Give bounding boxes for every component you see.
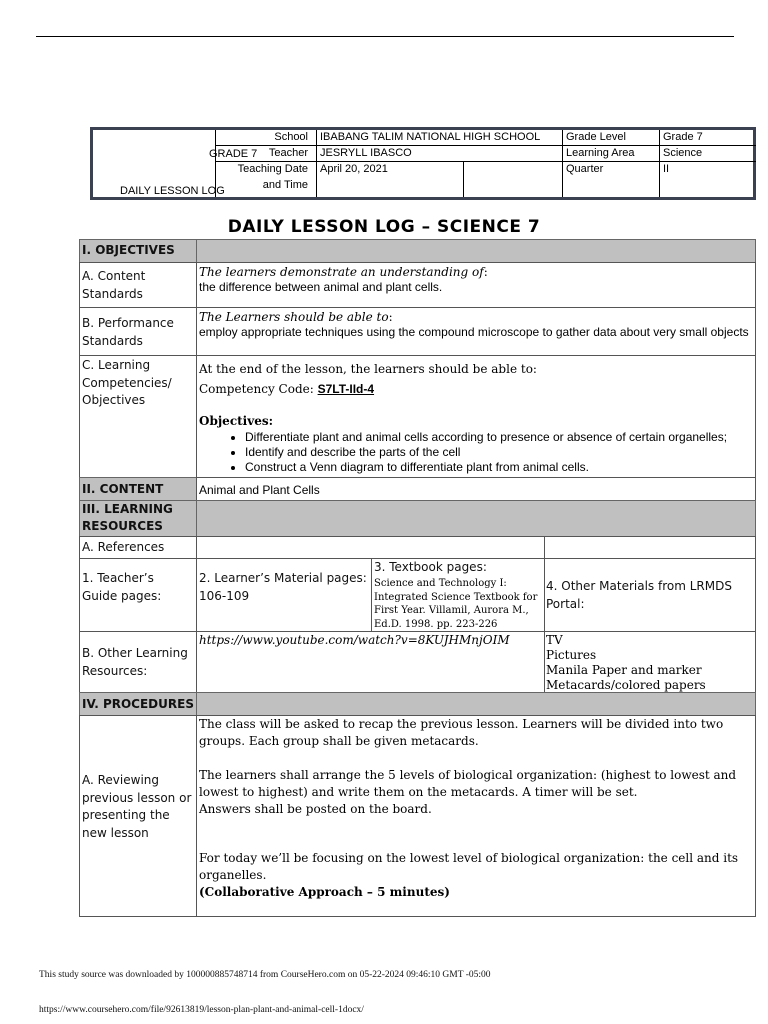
content-heading: II. CONTENT bbox=[82, 482, 164, 496]
materials-list bbox=[546, 633, 706, 693]
paragraph: The learners shall arrange the 5 levels of biological organization: (highest to lowest and lowest to highest) and write them on the metacards. A timer will be set. bbox=[199, 768, 737, 799]
competency-code: S7LT-IId-4 bbox=[317, 382, 375, 396]
quarter-label: Quarter bbox=[566, 163, 604, 175]
reviewing-content bbox=[199, 716, 754, 901]
performance-standards-label: B. Performance Standards bbox=[82, 316, 174, 348]
textbook-label: 3. Textbook pages: bbox=[374, 560, 487, 574]
lesson-table bbox=[79, 239, 756, 917]
header-grid bbox=[215, 130, 753, 197]
teaching-date-value: April 20, 2021 bbox=[320, 163, 388, 175]
list-item: • Identify and describe the parts of the cell bbox=[245, 445, 754, 460]
grade-level-label: Grade Level bbox=[566, 131, 626, 143]
other-materials-label: 4. Other Materials from LRMDS Portal: bbox=[546, 579, 732, 611]
grade-label: GRADE 7 bbox=[209, 148, 258, 160]
list-item: TV bbox=[546, 633, 563, 647]
resources-heading-2: RESOURCES bbox=[82, 519, 163, 533]
list-item: • Differentiate plant and animal cells according to presence or absence of certain organelles; bbox=[245, 430, 754, 445]
youtube-link[interactable]: https://www.youtube.com/watch?v=8KUJHMnjOIM bbox=[199, 633, 510, 647]
content-value: Animal and Plant Cells bbox=[199, 483, 320, 497]
teaching-date-label-2: and Time bbox=[262, 179, 308, 191]
page-title: DAILY LESSON LOG – SCIENCE 7 bbox=[227, 217, 541, 237]
teaching-date-label-1: Teaching Date bbox=[237, 163, 308, 175]
paragraph: The class will be asked to recap the previous lesson. Learners will be divided into two groups. Each group shall be given metacards. bbox=[199, 717, 724, 748]
paragraph: Answers shall be posted on the board. bbox=[199, 802, 432, 816]
reviewing-label: A. Reviewing previous lesson or presenting the new lesson bbox=[82, 773, 192, 840]
learning-area-label: Learning Area bbox=[566, 147, 635, 159]
content-standards-label: A. Content Standards bbox=[82, 269, 146, 301]
competencies-intro: At the end of the lesson, the learners should be able to: bbox=[199, 362, 537, 376]
procedures-heading: IV. PROCEDURES bbox=[82, 697, 194, 711]
teacher-value: JESRYLL IBASCO bbox=[320, 147, 412, 159]
list-item: Pictures bbox=[546, 648, 597, 662]
list-item: Metacards/colored papers bbox=[546, 678, 706, 692]
source-notice: This study source was downloaded by 100000885748714 from CourseHero.com on 05-22-2024 09:46:10 GMT -05:00 bbox=[39, 970, 491, 980]
teacher-label: Teacher bbox=[268, 147, 308, 159]
resources-heading-1: III. LEARNING bbox=[82, 502, 173, 516]
learner-material-value: 106-109 bbox=[199, 588, 250, 603]
top-rule bbox=[36, 36, 734, 37]
list-item: Manila Paper and marker bbox=[546, 663, 702, 677]
daily-lesson-log-label: DAILY LESSON LOG bbox=[120, 185, 225, 197]
lesson-header-box bbox=[90, 127, 756, 200]
objectives-subheading: Objectives: bbox=[199, 414, 274, 428]
other-resources-label: B. Other Learning Resources: bbox=[82, 646, 188, 678]
references-label: A. References bbox=[82, 540, 165, 554]
textbook-value: Science and Technology I: Integrated Science Textbook for First Year. Villamil, Aurora M., Ed.D. 1998. pp. 223-226 bbox=[374, 578, 538, 630]
source-url[interactable]: https://www.coursehero.com/file/92613819/lesson-plan-plant-and-animal-cell-1docx/ bbox=[39, 1005, 364, 1015]
content-standards-text: The learners demonstrate an understanding of: the difference between animal and plant cells. bbox=[199, 265, 488, 294]
competencies-content: At the end of the lesson, the learners should be able to: Competency Code: S7LT-IId-4 Objectives: • Differentiate plant and animal cells according to presence or absence of certain organelles; • Identify and describe the parts of the cell • Construct a Venn diagram to differentiate plant from animal cells. bbox=[199, 360, 754, 475]
quarter-value: II bbox=[663, 163, 670, 175]
objectives-heading: I. OBJECTIVES bbox=[82, 243, 175, 257]
learning-area-value: Science bbox=[663, 147, 703, 159]
objectives-list bbox=[199, 430, 754, 475]
grade-level-value: Grade 7 bbox=[663, 131, 703, 143]
school-value: IBABANG TALIM NATIONAL HIGH SCHOOL bbox=[320, 131, 541, 143]
learner-material-label: 2. Learner’s Material pages: 106-109 bbox=[199, 571, 367, 603]
performance-standards-text: The Learners should be able to: employ appropriate techniques using the compound microscope to gather data about very small objects bbox=[199, 310, 749, 339]
teacher-guide-label: 1. Teacher’s Guide pages: bbox=[82, 571, 162, 603]
paragraph: (Collaborative Approach – 5 minutes) bbox=[199, 885, 450, 899]
competencies-label: C. Learning Competencies/ Objectives bbox=[82, 358, 172, 407]
paragraph: For today we’ll be focusing on the lowest level of biological organization: the cell and its organelles. bbox=[199, 851, 739, 882]
list-item: • Construct a Venn diagram to differentiate plant from animal cells. bbox=[245, 460, 754, 475]
school-label: School bbox=[274, 131, 308, 143]
